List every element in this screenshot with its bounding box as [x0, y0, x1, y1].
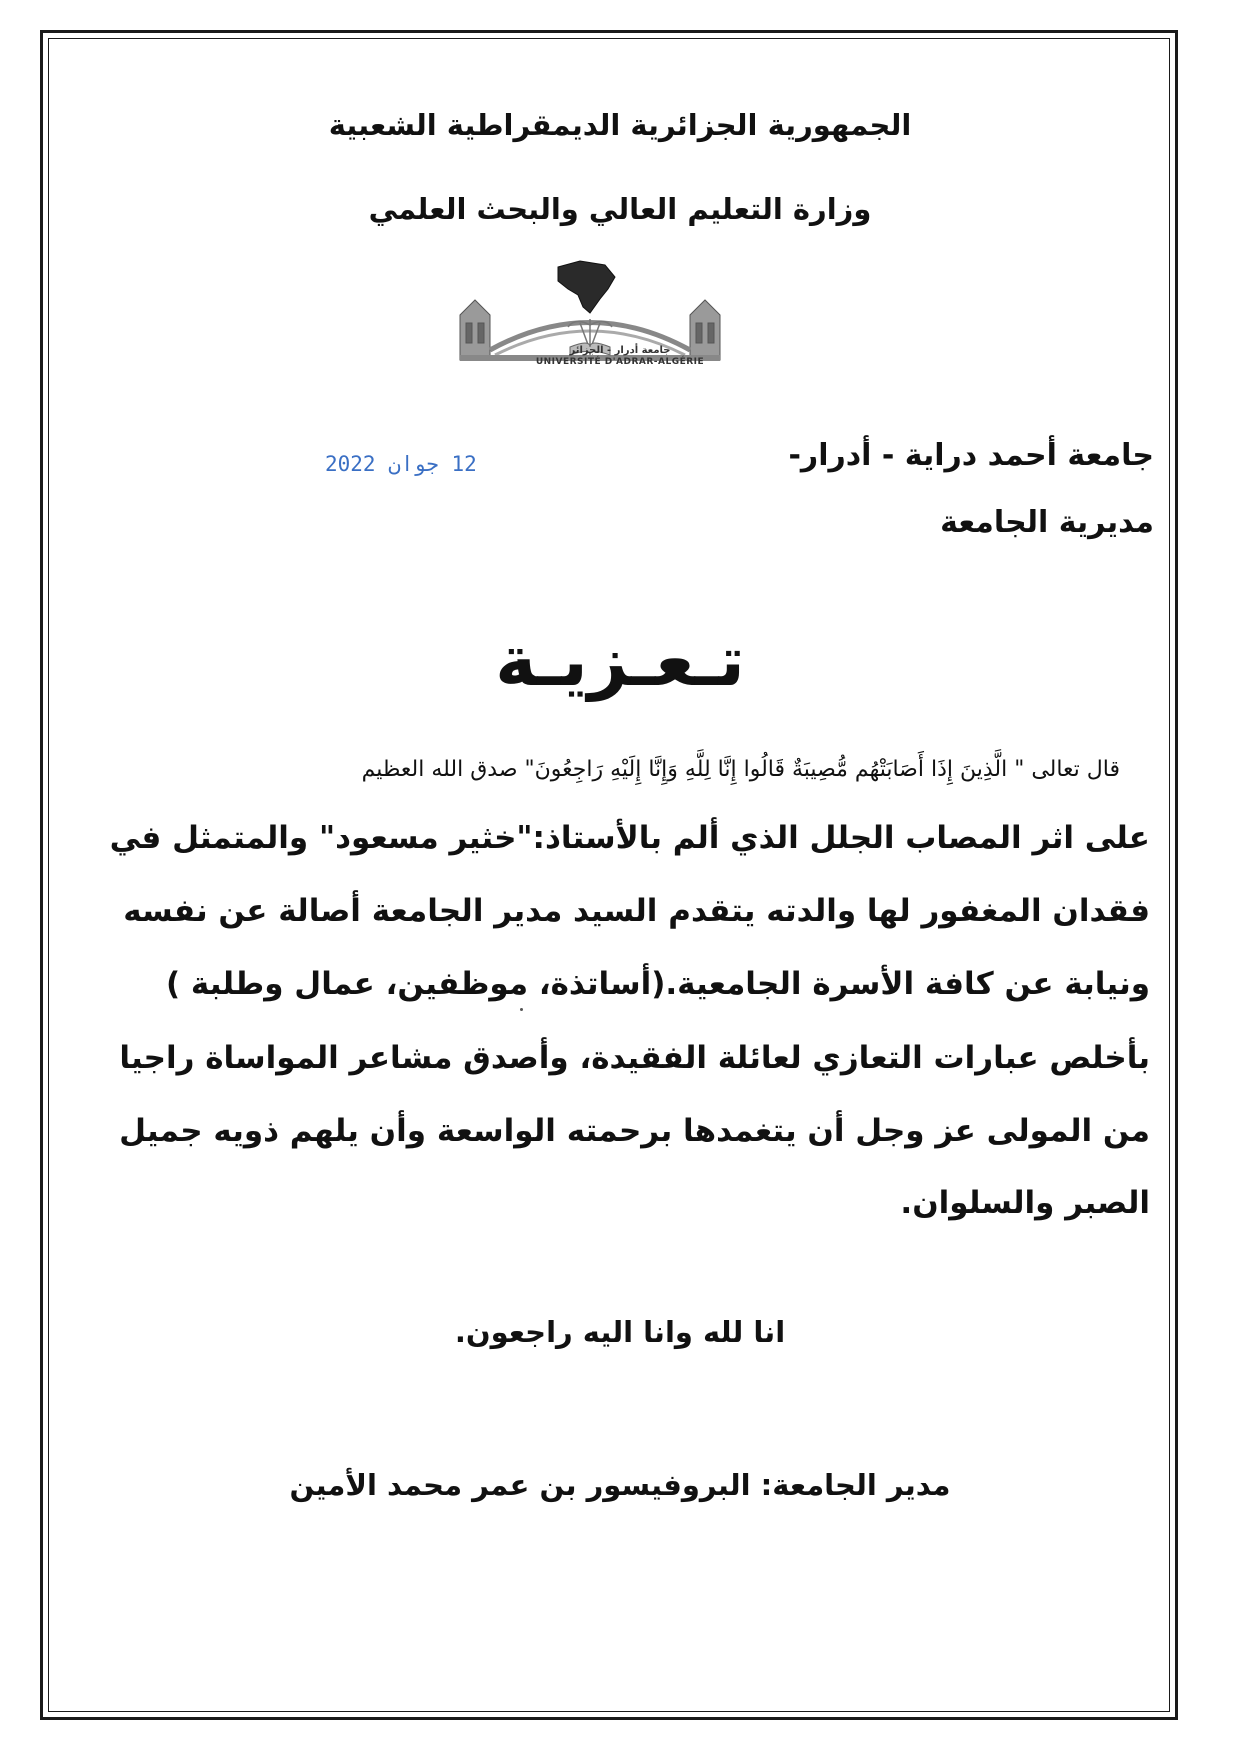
department-name: مديرية الجامعة — [940, 505, 1154, 540]
logo-french-caption: UNIVERSITÉ D'ADRAR-ALGÉRIE — [535, 357, 705, 367]
body-line-6: الصبر والسلوان. — [900, 1185, 1150, 1221]
logo-arabic-caption: جامعة أدرار - الجزائر — [569, 345, 671, 356]
quranic-verse: قال تعالى " الَّذِينَ إِذَا أَصَابَتْهُم مُّصِيبَةٌ قَالُوا إِنَّا لِلَّهِ وَإِنَّا إِلَيْهِ رَاجِعُونَ" صدق الله العظيم — [361, 757, 1120, 782]
body-line-2: فقدان المغفور لها والدته يتقدم السيد مدير الجامعة أصالة عن نفسه — [123, 893, 1150, 929]
body-line-3: ونيابة عن كافة الأسرة الجامعية.(أساتذة، موظفين، عمال وطلبة ) — [165, 966, 1150, 1002]
republic-header: الجمهورية الجزائرية الديمقراطية الشعبية — [328, 108, 912, 142]
scan-speck — [520, 1008, 523, 1011]
closing-phrase: انا لله وانا اليه راجعون. — [454, 1315, 786, 1349]
body-line-1: على اثر المصاب الجلل الذي ألم بالأستاذ:"خثير مسعود" والمتمثل في — [109, 820, 1150, 856]
document-title: تـعـزيـة — [495, 620, 745, 702]
ministry-header: وزارة التعليم العالي والبحث العلمي — [368, 192, 872, 226]
body-line-5: من المولى عز وجل أن يتغمدها برحمته الواسعة وأن يلهم ذويه جميل — [119, 1113, 1150, 1149]
body-line-4: بأخلص عبارات التعازي لعائلة الفقيدة، وأصدق مشاعر المواساة راجيا — [119, 1040, 1150, 1076]
date-stamp: 12 جوان 2022 — [325, 452, 477, 476]
university-name: جامعة أحمد دراية - أدرار- — [788, 438, 1154, 473]
signature-line: مدير الجامعة: البروفيسور بن عمر محمد الأمين — [289, 1468, 951, 1502]
